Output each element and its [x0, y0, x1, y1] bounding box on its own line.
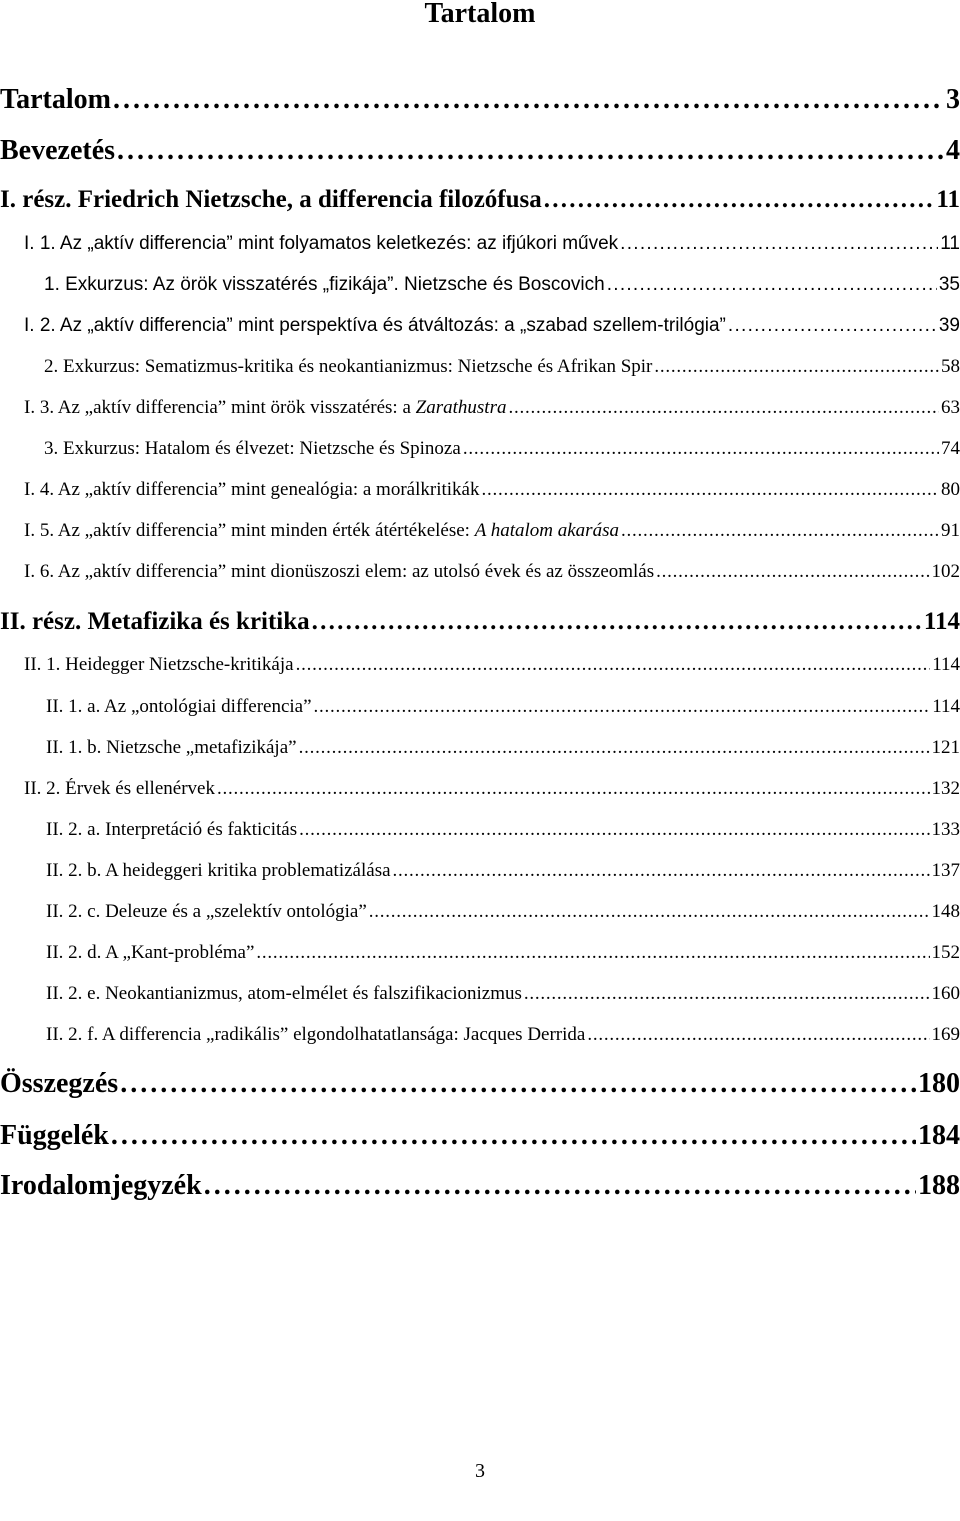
toc-entry-fuggelek[interactable]: [0, 1120, 960, 1152]
toc-entry-2-2[interactable]: [24, 778, 960, 800]
toc-leader: [463, 438, 939, 460]
toc-page-number: 91: [941, 520, 960, 541]
toc-label: II. 2. c. Deleuze és a „szelektív ontológia”: [46, 901, 367, 922]
toc-page-number: 180: [918, 1068, 960, 1099]
toc-leader: [117, 135, 944, 167]
toc-leader: [587, 1024, 929, 1046]
toc-entry-2-1[interactable]: [24, 654, 960, 676]
toc-page-number: 11: [940, 233, 960, 254]
toc-entry-1-2[interactable]: [24, 315, 960, 337]
toc-page-number: 133: [931, 819, 960, 840]
toc-entry-part-2[interactable]: [0, 608, 960, 636]
toc-leader: [296, 654, 931, 676]
toc-page-number: 121: [931, 737, 960, 758]
toc-leader: [111, 1120, 916, 1152]
toc-leader: [204, 1170, 916, 1202]
toc-leader: [113, 84, 944, 116]
toc-page-number: 114: [932, 654, 960, 675]
toc-entry-irodalomjegyzek[interactable]: [0, 1170, 960, 1202]
toc-page-number: 160: [931, 983, 960, 1004]
toc-leader: [369, 901, 930, 923]
toc-label: I. 4. Az „aktív differencia” mint genealógia: a morálkritikák: [24, 479, 480, 500]
toc-page-number: 4: [946, 135, 960, 166]
toc-label: Függelék: [0, 1120, 109, 1151]
toc-entry-exkurzus-3[interactable]: [44, 438, 960, 460]
page-number: 3: [475, 1460, 485, 1482]
toc-label: Bevezetés: [0, 135, 116, 166]
toc-page-number: 188: [918, 1170, 960, 1201]
toc-entry-2-1-a[interactable]: [46, 696, 960, 718]
toc-page-number: 114: [932, 696, 960, 717]
toc-entry-2-1-b[interactable]: [46, 737, 960, 759]
toc-leader: [120, 1068, 916, 1100]
toc-label: Tartalom: [0, 84, 111, 115]
toc-leader: [312, 608, 922, 636]
toc-entry-tartalom[interactable]: [0, 84, 960, 116]
toc-page-number: 74: [941, 438, 960, 459]
toc-label: Összegzés: [0, 1068, 119, 1099]
toc-page-number: 152: [931, 942, 960, 963]
toc-page-number: 102: [931, 561, 960, 582]
toc-leader: [544, 186, 935, 214]
toc-page-number: 58: [941, 356, 960, 377]
toc-leader: [621, 520, 939, 542]
toc-page-number: 148: [931, 901, 960, 922]
toc-label: I. 1. Az „aktív differencia” mint folyamatos keletkezés: az ifjúkori művek: [24, 233, 619, 254]
toc-label: II. 2. Érvek és ellenérvek: [24, 778, 215, 799]
toc-label-italic: A hatalom akarása: [474, 520, 619, 541]
toc-label: II. 1. a. Az „ontológiai differencia”: [46, 696, 312, 717]
toc-label-italic: Zarathustra: [415, 397, 507, 418]
toc-leader: [656, 561, 929, 583]
toc-leader: [393, 860, 930, 882]
toc-label: 1. Exkurzus: Az örök visszatérés „fizikája”. Nietzsche és Boscovich: [44, 274, 605, 295]
toc-leader: [508, 397, 939, 419]
toc-entry-1-3[interactable]: [24, 397, 960, 419]
toc-label: [24, 520, 619, 542]
toc-label: I. 2. Az „aktív differencia” mint perspektíva és átváltozás: a „szabad szellem-trilógia”: [24, 315, 726, 336]
toc-label: II. 2. a. Interpretáció és fakticitás: [46, 819, 298, 840]
toc-label: 3. Exkurzus: Hatalom és élvezet: Nietzsche és Spinoza: [44, 438, 461, 459]
toc-entry-2-2-e[interactable]: [46, 983, 960, 1005]
toc-entry-osszegzes[interactable]: [0, 1068, 960, 1100]
toc-entry-2-2-b[interactable]: [46, 860, 960, 882]
page-title: Tartalom: [424, 0, 536, 29]
toc-leader: [481, 479, 939, 501]
toc-page-number: 63: [941, 397, 960, 418]
toc-leader: [256, 942, 929, 964]
toc-entry-bevezetes[interactable]: [0, 135, 960, 167]
toc-entry-1-4[interactable]: [24, 479, 960, 501]
toc-entry-2-2-f[interactable]: [46, 1024, 960, 1046]
toc-label: II. rész. Metafizika és kritika: [0, 608, 310, 635]
toc-page-number: 3: [946, 84, 960, 115]
toc-page-number: 39: [938, 315, 960, 336]
toc-entry-2-2-c[interactable]: [46, 901, 960, 923]
toc-leader: [620, 233, 938, 255]
toc-label: II. 2. b. A heideggeri kritika problematizálása: [46, 860, 391, 881]
toc-page-number: 11: [936, 186, 960, 213]
toc-entry-2-2-d[interactable]: [46, 942, 960, 964]
toc-label: II. 1. Heidegger Nietzsche-kritikája: [24, 654, 294, 675]
toc-leader: [524, 983, 930, 1005]
toc-entry-part-1[interactable]: [0, 186, 960, 214]
toc-page-number: 169: [931, 1024, 960, 1045]
toc-entry-1-6[interactable]: [24, 561, 960, 583]
toc-leader: [607, 274, 937, 296]
toc-entry-exkurzus-2[interactable]: [44, 356, 960, 378]
toc-entry-1-5[interactable]: [24, 520, 960, 542]
toc-leader: [299, 737, 930, 759]
toc-label: [24, 397, 506, 419]
toc-page-number: 137: [931, 860, 960, 881]
toc-leader: [314, 696, 931, 718]
toc-leader: [728, 315, 937, 337]
toc-label: II. 2. f. A differencia „radikális” elgondolhatatlansága: Jacques Derrida: [46, 1024, 586, 1045]
toc-page-number: 114: [923, 608, 960, 635]
toc-label: II. 2. d. A „Kant-probléma”: [46, 942, 255, 963]
toc-label: I. rész. Friedrich Nietzsche, a differencia filozófusa: [0, 186, 542, 213]
toc-label: 2. Exkurzus: Sematizmus-kritika és neokantianizmus: Nietzsche és Afrikan Spir: [44, 356, 653, 377]
toc-label-text: I. 5. Az „aktív differencia” mint minden érték átértékelése:: [24, 520, 475, 541]
toc-label: II. 2. e. Neokantianizmus, atom-elmélet és falszifikacionizmus: [46, 983, 522, 1004]
toc-leader: [299, 819, 929, 841]
toc-page-number: 35: [938, 274, 960, 295]
toc-page-number: 132: [931, 778, 960, 799]
toc-entry-1-1[interactable]: [24, 233, 960, 255]
toc-entry-2-2-a[interactable]: [46, 819, 960, 841]
toc-leader: [217, 778, 930, 800]
toc-entry-exkurzus-1[interactable]: [44, 274, 960, 296]
toc-label: II. 1. b. Nietzsche „metafizikája”: [46, 737, 297, 758]
toc-page-number: 184: [918, 1120, 960, 1151]
toc-leader: [654, 356, 939, 378]
toc-label: Irodalomjegyzék: [0, 1170, 202, 1201]
toc-label: I. 6. Az „aktív differencia” mint dionüszoszi elem: az utolsó évek és az összeomlás: [24, 561, 655, 582]
toc-label-text: I. 3. Az „aktív differencia” mint örök visszatérés: a: [24, 397, 416, 418]
toc-page-number: 80: [941, 479, 960, 500]
